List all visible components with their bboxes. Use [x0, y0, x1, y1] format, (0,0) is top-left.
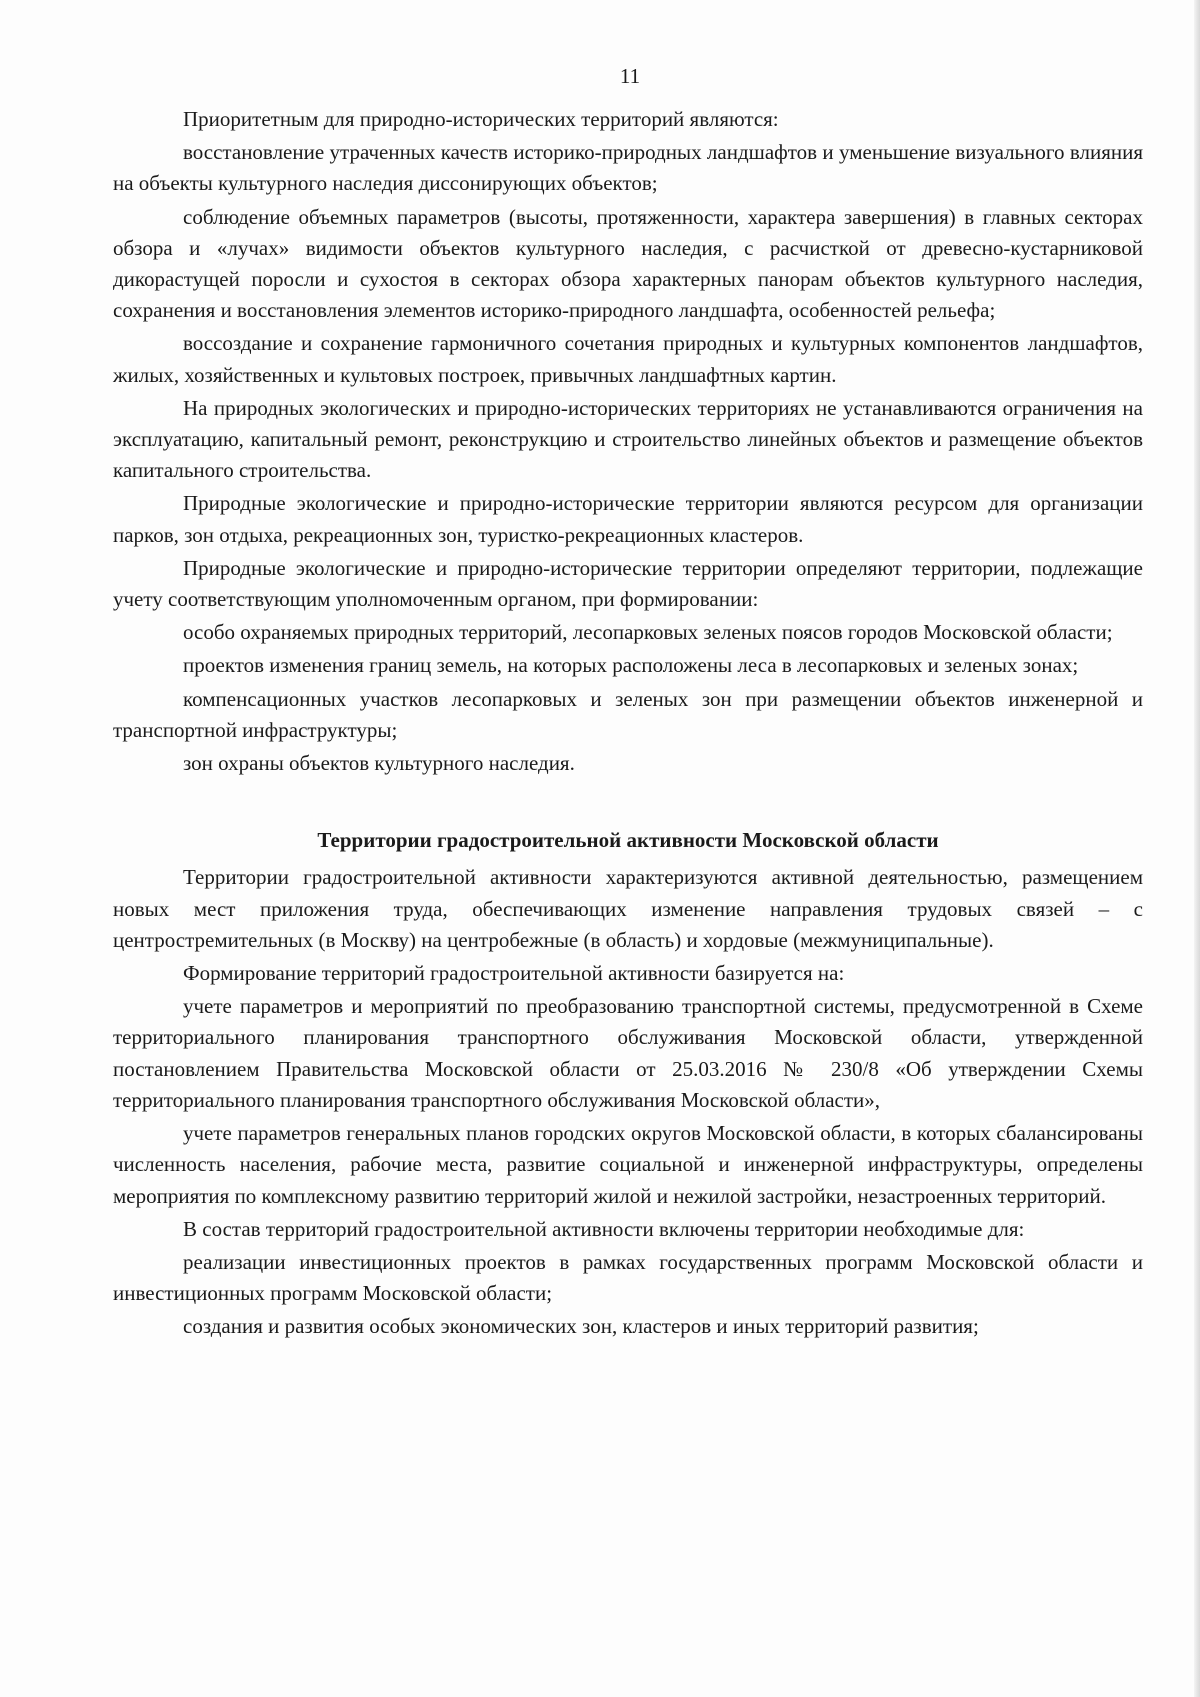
paragraph: соблюдение объемных параметров (высоты, протяженности, характера завершения) в главных секторах обзора и «лучах» видимости объектов культурного наследия, с расчисткой от древесно-кустарниковой дикорастущей поросли и сухостоя в секторах обзора характерных панорам объектов культурного наследия, сохранения и восстановления элементов историко-природного ландшафта, особенностей рельефа;: [113, 204, 1143, 323]
paragraph: реализации инвестиционных проектов в рамках государственных программ Московской области и инвестиционных программ Московской области;: [113, 1249, 1143, 1306]
page-number: 11: [619, 64, 641, 88]
paragraph: Приоритетным для природно-исторических территорий являются:: [183, 107, 779, 131]
paragraph: воссоздание и сохранение гармоничного сочетания природных и культурных компонентов ландшафтов, жилых, хозяйственных и культовых построек, привычных ландшафтных картин.: [113, 331, 1143, 387]
document-body: [113, 104, 1143, 1345]
scan-edge: [1194, 0, 1200, 1697]
paragraph: проектов изменения границ земель, на которых расположены леса в лесопарковых и зеленых зонах;: [183, 653, 1079, 678]
paragraph: зон охраны объектов культурного наследия.: [183, 751, 575, 776]
paragraph: Природные экологические и природно-исторические территории определяют территории, подлежащие учету соответствующим уполномоченным органом, при формировании:: [113, 555, 1143, 612]
paragraph: Природные экологические и природно-исторические территории являются ресурсом для организации парков, зон отдыха, рекреационных зон, туристко-рекреационных кластеров.: [113, 491, 1143, 547]
paragraph: восстановление утраченных качеств историко-природных ландшафтов и уменьшение визуального влияния на объекты культурного наследия диссонирующих объектов;: [113, 140, 1143, 196]
paragraph: компенсационных участков лесопарковых и зеленых зон при размещении объектов инженерной и транспортной инфраструктуры;: [113, 686, 1143, 742]
paragraph: создания и развития особых экономических зон, кластеров и иных территорий развития;: [183, 1314, 979, 1339]
paragraph: На природных экологических и природно-исторических территориях не устанавливаются ограничения на эксплуатацию, капитальный ремонт, реконструкцию и строительство линейных объектов и размещение объектов капитального строительства.: [113, 395, 1143, 483]
paragraph: Территории градостроительной активности характеризуются активной деятельностью, размещением новых мест приложения труда, обеспечивающих изменение направления трудовых связей – с центростремительных (в Москву) на центробежные (в область) и хордовые (межмуниципальные).: [113, 865, 1143, 952]
section-heading: Территории градостроительной активности Московской области: [317, 828, 939, 853]
paragraph: учете параметров и мероприятий по преобразованию транспортной системы, предусмотренной в Схеме территориального планирования транспортного обслуживания Московской области, утвержденной постановлением Правительства Московской области от 25.03.2016 № 230/8 «Об утверждении Схемы территориального планирования транспортного обслуживания Московской области»,: [113, 994, 1143, 1112]
paragraph: особо охраняемых природных территорий, лесопарковых зеленых поясов городов Московской области;: [183, 620, 1113, 645]
paragraph: В состав территорий градостроительной активности включены территории необходимые для:: [183, 1216, 1025, 1241]
paragraph: Формирование территорий градостроительной активности базируется на:: [183, 961, 845, 986]
paragraph: учете параметров генеральных планов городских округов Московской области, в которых сбалансированы численность населения, рабочие места, развитие социальной и инженерной инфраструктуры, определены мероприятия по комплексному развитию территорий жилой и нежилой застройки, незастроенных территорий.: [113, 1121, 1143, 1208]
